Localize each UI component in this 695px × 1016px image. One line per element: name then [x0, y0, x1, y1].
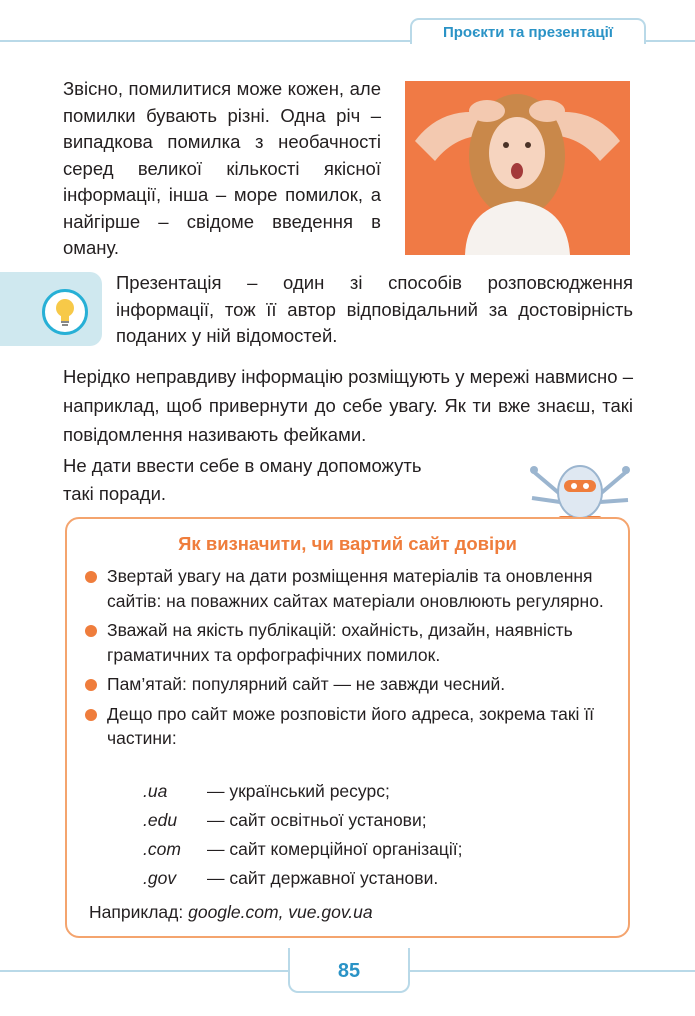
- tip-text: Пам’ятай: популярний сайт — не завжди чесний.: [107, 674, 506, 694]
- domain-code: .com: [143, 839, 181, 859]
- domain-desc: — український ресурс;: [207, 781, 390, 801]
- tips-list: [85, 564, 620, 756]
- domain-desc: — сайт освітньої установи;: [207, 810, 427, 830]
- header-rule-right: [644, 40, 695, 42]
- note-text: Презентація – один зі способів розповсюдження інформації, тож її автор відповідальний за достовірність поданих у ній відомостей.: [116, 272, 633, 346]
- tip-text: Зважай на якість публікацій: охайність, дизайн, наявність граматичних та орфографічних помилок.: [107, 620, 573, 665]
- section-title: Проєкти та презентації: [410, 18, 646, 44]
- tips-intro-line: Не дати ввести себе в оману допоможуть: [63, 455, 422, 476]
- tip-text: Дещо про сайт може розповісти його адреса, зокрема такі її частини:: [107, 703, 594, 748]
- bullet-icon: [85, 679, 97, 691]
- footer-rule-right: [408, 970, 695, 972]
- domain-row: [143, 806, 463, 835]
- footer-rule-left: [0, 970, 290, 972]
- example-value: google.com, vue.gov.ua: [188, 902, 373, 922]
- bullet-icon: [85, 709, 97, 721]
- example-label: Наприклад:: [89, 902, 184, 922]
- example-line: [89, 902, 373, 923]
- page-number: 85: [337, 960, 361, 982]
- domain-code: .ua: [143, 781, 168, 801]
- bullet-icon: [85, 625, 97, 637]
- lightbulb-icon: [42, 289, 88, 335]
- domain-code: .edu: [143, 810, 178, 830]
- bullet-icon: [85, 571, 97, 583]
- domain-row: [143, 864, 463, 893]
- intro-paragraph: Звісно, помилитися може кожен, але помилки бувають різні. Одна річ – випадкова помилка з необачності серед великої кількості якісної інформації, інша – море помилок, а найгірше – свідоме введення в оману.: [63, 78, 381, 258]
- domain-code: .gov: [143, 868, 177, 888]
- domain-list: [143, 777, 463, 893]
- list-item: [85, 564, 620, 613]
- tips-intro-line: такі поради.: [63, 483, 167, 504]
- paragraph-tips-intro: [63, 452, 483, 508]
- tips-title: Як визначити, чи вартий сайт довіри: [178, 533, 517, 554]
- paragraph-fakes: Нерідко неправдиву інформацію розміщують у мережі навмисно – наприклад, щоб привернути до себе увагу. Як ти вже знаєш, такі повідомлення називають фейками.: [63, 366, 633, 445]
- domain-row: [143, 835, 463, 864]
- header-rule-left: [0, 40, 412, 42]
- domain-desc: — сайт комерційної організації;: [207, 839, 463, 859]
- girl-photo: [405, 81, 630, 255]
- list-item: [85, 702, 620, 751]
- domain-row: [143, 777, 463, 806]
- domain-desc: — сайт державної установи.: [207, 868, 439, 888]
- trust-tips-box: [65, 517, 630, 938]
- tip-text: Звертай увагу на дати розміщення матеріалів та оновлення сайтів: на поважних сайтах матеріали оновлюють регулярно.: [107, 566, 604, 611]
- list-item: [85, 672, 620, 697]
- list-item: [85, 618, 620, 667]
